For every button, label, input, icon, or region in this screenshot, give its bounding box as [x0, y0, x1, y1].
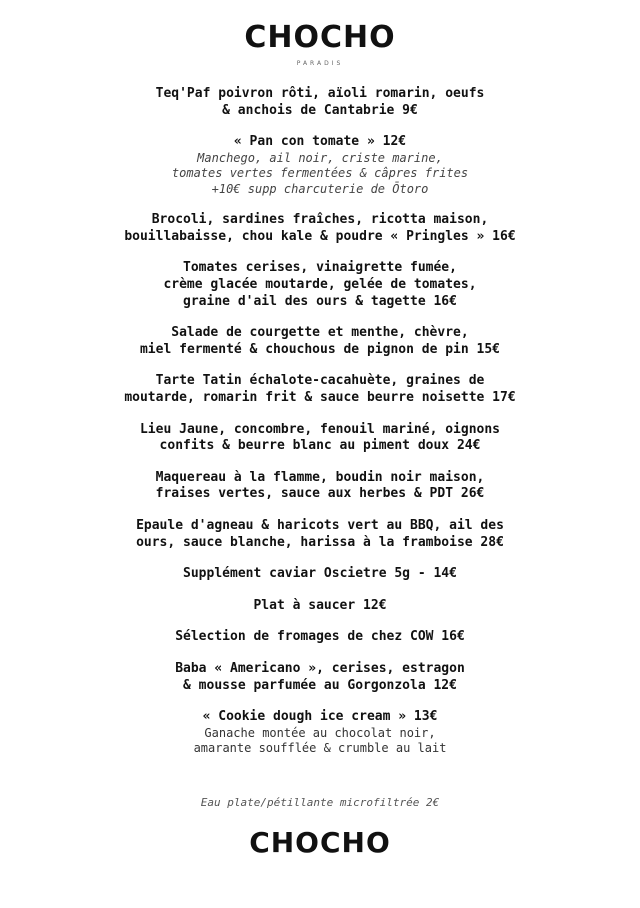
menu-item: [0, 134, 640, 197]
menu-item: [0, 86, 640, 119]
menu-item-line: Tomates cerises, vinaigrette fumée,: [183, 260, 457, 276]
menu-item-line: & anchois de Cantabrie 9€: [222, 102, 418, 118]
menu-item-line: fraises vertes, sauce aux herbes & PDT 26€: [155, 486, 485, 502]
menu-item: [0, 598, 640, 615]
menu-item-description: Ganache montée au chocolat noir,: [204, 725, 436, 740]
menu-item-line: Tarte Tatin échalote-cacahuète, graines de: [155, 373, 485, 389]
header-logo: [0, 20, 640, 67]
menu-item-line: Plat à saucer 12€: [253, 597, 387, 613]
menu-item-line: « Cookie dough ice cream » 13€: [202, 709, 438, 725]
menu-item: [0, 629, 640, 646]
menu-item-line: Epaule d'agneau & haricots vert au BBQ, ail des: [136, 518, 504, 533]
menu-item: [0, 373, 640, 406]
menu-item-line: Lieu Jaune, concombre, fenouil mariné, oignons: [139, 421, 501, 437]
menu-item-line: & mousse parfumée au Gorgonzola 12€: [183, 677, 457, 693]
menu-item: [0, 709, 640, 757]
menu-item: [0, 518, 640, 551]
footer-logo: CHOCHO: [249, 826, 391, 859]
menu-item: [0, 325, 640, 358]
menu-item: [0, 212, 640, 245]
menu-item-line: Brocoli, sardines fraîches, ricotta maison,: [151, 212, 489, 228]
water-note: Eau plate/pétillante microfiltrée 2€: [200, 796, 440, 809]
menu-item-line: Teq'Paf poivron rôti, aïoli romarin, oeufs: [155, 86, 485, 101]
menu-item-description: amarante soufflée & crumble au lait: [193, 741, 447, 756]
menu-item-line: « Pan con tomate » 12€: [233, 134, 407, 150]
menu-item-line: moutarde, romarin frit & sauce beurre noisette 17€: [124, 390, 516, 406]
menu-item-line: bouillabaisse, chou kale & poudre « Pringles » 16€: [124, 228, 516, 244]
menu-item-line: Baba « Americano », cerises, estragon: [175, 660, 465, 676]
menu-item-description: tomates vertes fermentées & câpres frites: [171, 166, 469, 181]
menu-item-line: confits & beurre blanc au piment doux 24€: [159, 438, 481, 454]
logo-wordmark: CHOCHO: [244, 20, 396, 55]
menu-item: [0, 661, 640, 694]
menu-item-line: Sélection de fromages de chez COW 16€: [175, 629, 465, 645]
menu-item-line: crème glacée moutarde, gelée de tomates,: [163, 277, 477, 293]
menu-list: [0, 86, 640, 772]
menu-item-line: Supplément caviar Oscietre 5g - 14€: [183, 566, 457, 582]
menu-item: [0, 260, 640, 310]
menu-item-line: ours, sauce blanche, harissa à la framboise 28€: [136, 534, 504, 550]
menu-item: [0, 422, 640, 455]
menu-item: [0, 470, 640, 503]
menu-item-description: Manchego, ail noir, criste marine,: [197, 150, 443, 165]
menu-item-line: miel fermenté & chouchous de pignon de pin 15€: [139, 341, 501, 357]
menu-item: [0, 566, 640, 583]
menu-item-line: graine d'ail des ours & tagette 16€: [183, 293, 457, 309]
menu-item-line: Salade de courgette et menthe, chèvre,: [171, 325, 469, 341]
logo-subtitle: PARADIS: [296, 60, 344, 67]
menu-item-line: Maquereau à la flamme, boudin noir maison,: [155, 469, 485, 485]
menu-item-description: +10€ supp charcuterie de Ōtoro: [211, 181, 429, 196]
